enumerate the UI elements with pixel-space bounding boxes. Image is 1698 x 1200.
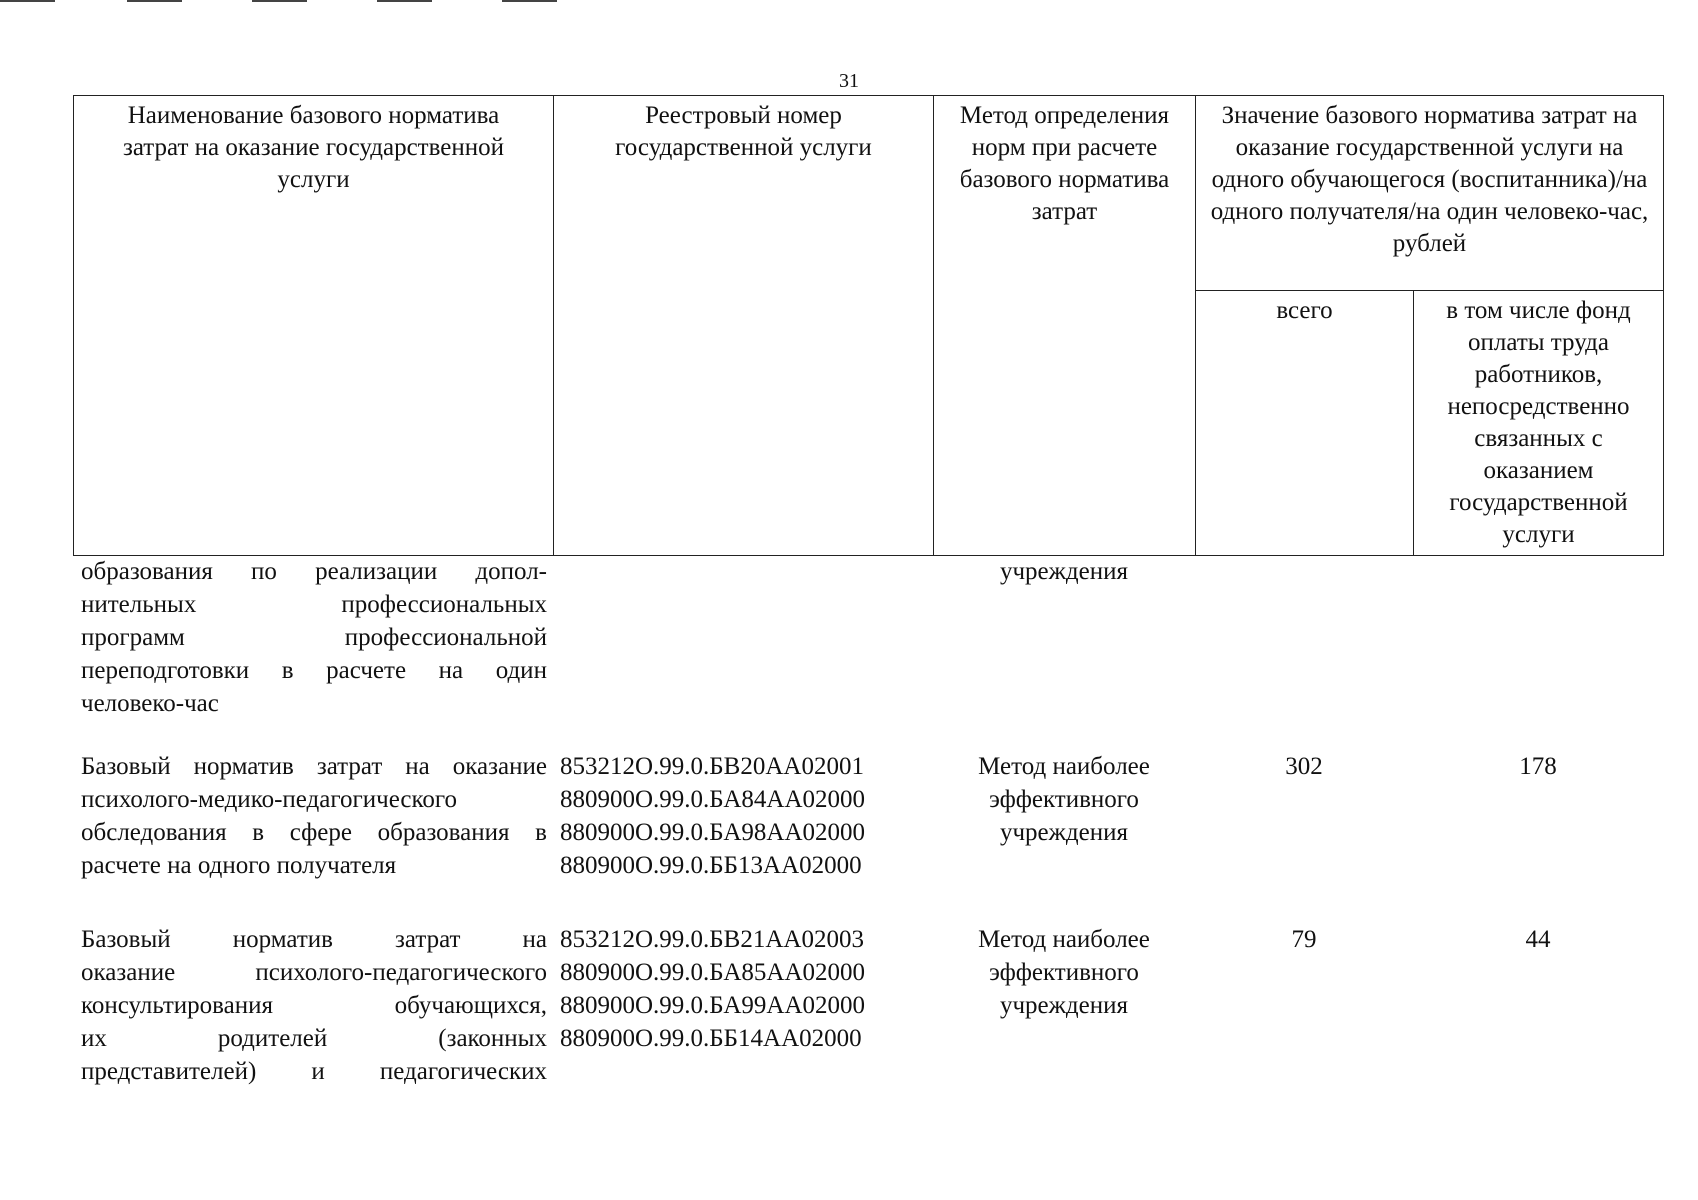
row-value-payroll-fund: 178 <box>1519 753 1557 780</box>
table-row <box>73 923 1663 1103</box>
header-table <box>73 95 1664 556</box>
header-method: Метод определения норм при расчете базового норматива затрат <box>934 96 1196 556</box>
row-method: Метод наиболее эффективного учреждения <box>978 926 1150 1019</box>
table-row <box>73 750 1663 923</box>
row-value-total: 302 <box>1285 753 1323 780</box>
header-registry-number: Реестровый номер государственной услуги <box>554 96 934 556</box>
table-body <box>73 555 1663 1103</box>
header-service-name: Наименование базового норматива затрат на оказание государственной услуги <box>74 96 554 556</box>
row-registry-numbers: 853212О.99.0.БВ21АА02003 880900О.99.0.БА85АА02000 880900О.99.0.БА99АА02000 880900О.99.0.ББ14АА02000 <box>560 926 865 1052</box>
row-value-payroll-fund: 44 <box>1525 926 1551 953</box>
header-value: Значение базового норматива затрат на оказание государственной услуги на одного обучающегося (воспитанника)/на одного получателя/на один человеко-час, рублей <box>1196 96 1664 291</box>
page-number: 31 <box>839 70 859 92</box>
header-total: всего <box>1196 291 1414 556</box>
row-method: учреждения <box>999 558 1128 585</box>
header-payroll-fund: в том числе фонд оплаты труда работников, непосредственно связанных с оказанием государственной услуги <box>1414 291 1664 556</box>
row-service-name: Базовый норматив затрат на оказание психолого-педагогического консультирования обучающихся, их родителей (законных представителей) и педагогических <box>81 926 547 1085</box>
row-registry-numbers: 853212О.99.0.БВ20АА02001 880900О.99.0.БА84АА02000 880900О.99.0.БА98АА02000 880900О.99.0.ББ13АА02000 <box>560 753 865 879</box>
scan-edge-marks <box>0 0 600 4</box>
row-service-name: Базовый норматив затрат на оказание психолого-медико-педагогического обследования в сфере образования в расчете на одного получателя <box>81 753 547 879</box>
row-value-total: 79 <box>1291 926 1317 953</box>
table-row <box>73 555 1663 750</box>
row-method: Метод наиболее эффективного учреждения <box>978 753 1150 846</box>
row-service-name: образования по реализации допол- нительных профессиональных программ профессиональной переподготовки в расчете на один человеко-час <box>81 558 547 717</box>
